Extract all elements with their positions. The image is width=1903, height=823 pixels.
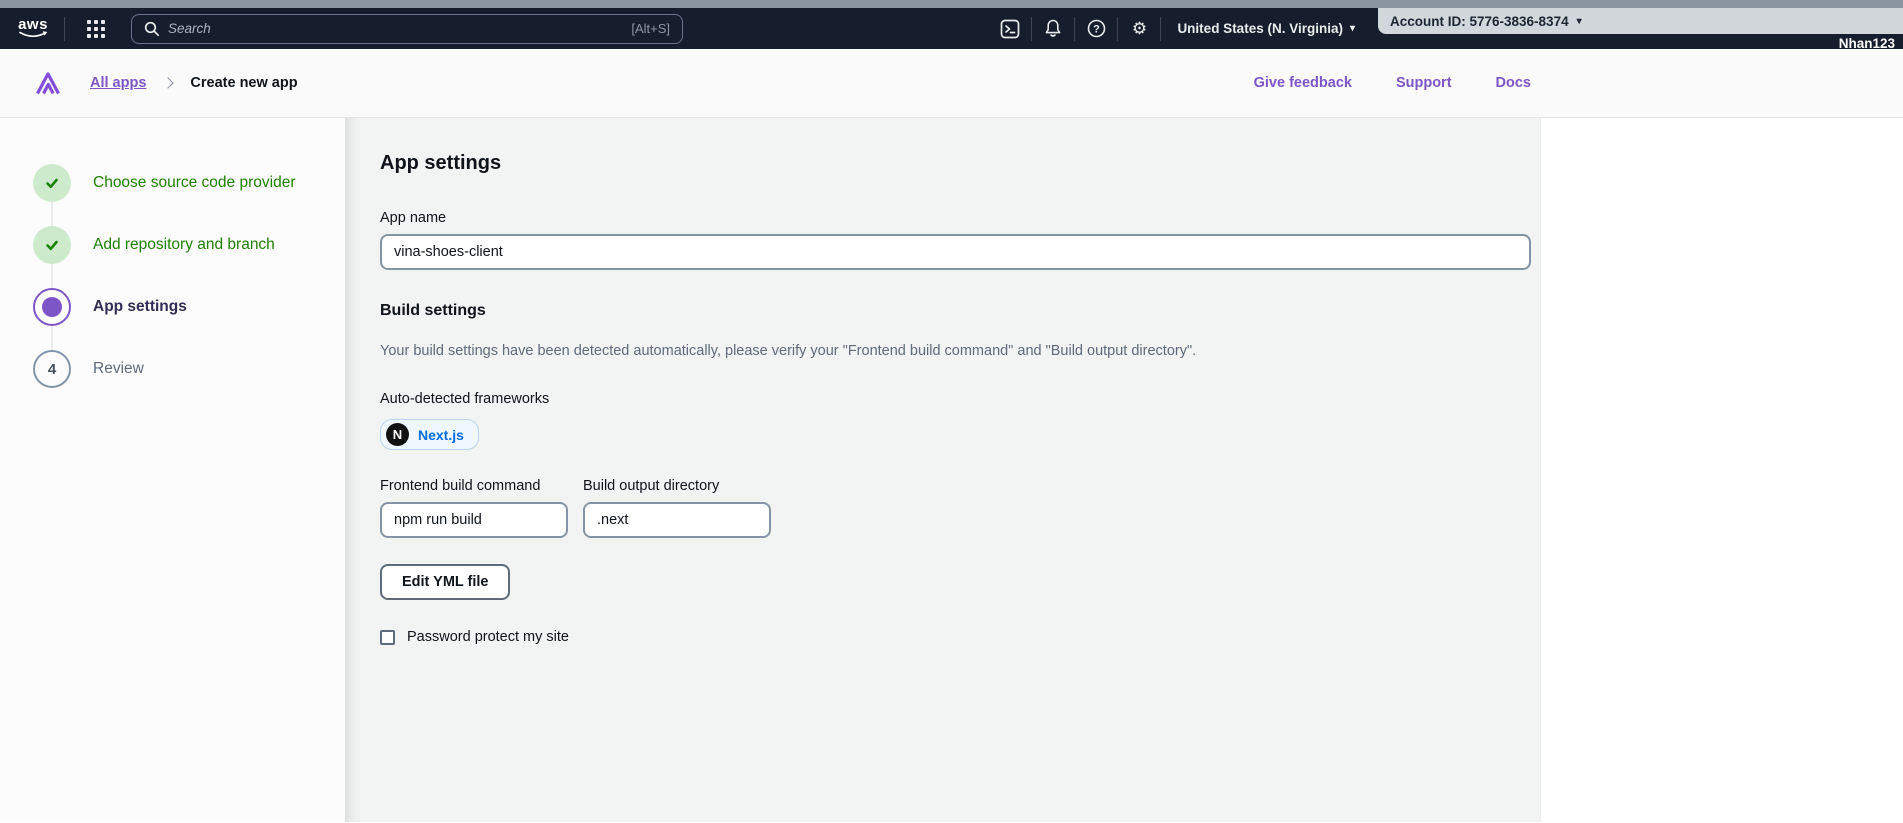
help-icon bbox=[1086, 18, 1107, 39]
step-review[interactable] bbox=[0, 338, 345, 400]
settings-button[interactable] bbox=[1118, 14, 1160, 44]
edit-yml-file-button[interactable]: Edit YML file bbox=[380, 564, 510, 600]
breadcrumb-current-page: Create new app bbox=[190, 75, 298, 91]
amplify-logo[interactable] bbox=[34, 70, 62, 96]
build-settings-description: Your build settings have been detected automatically, please verify your "Frontend build command" and "Build output directory". bbox=[380, 343, 1197, 359]
right-gutter-panel bbox=[1540, 118, 1903, 822]
chevron-down-icon: ▾ bbox=[1349, 23, 1355, 34]
gear-icon: ⚙︎ bbox=[1131, 19, 1148, 38]
icon-separator bbox=[1160, 17, 1161, 41]
step-label: Choose source code provider bbox=[93, 174, 296, 191]
check-icon bbox=[43, 174, 61, 192]
services-grid-icon[interactable] bbox=[81, 14, 111, 44]
search-icon bbox=[144, 21, 160, 37]
password-protect-label: Password protect my site bbox=[407, 629, 569, 645]
frontend-build-command-input[interactable] bbox=[380, 502, 568, 538]
app-name-label: App name bbox=[380, 210, 447, 226]
step-complete-circle bbox=[33, 164, 71, 202]
page-body bbox=[0, 118, 1903, 822]
header-links bbox=[1254, 75, 1531, 91]
help-button[interactable] bbox=[1075, 14, 1117, 44]
page-title: App settings bbox=[380, 152, 502, 174]
step-choose-source-provider[interactable] bbox=[0, 152, 345, 214]
app-settings-panel bbox=[345, 118, 1540, 822]
framework-name: Next.js bbox=[418, 426, 464, 443]
wizard-sidebar bbox=[0, 118, 345, 822]
region-label: United States (N. Virginia) bbox=[1177, 21, 1343, 36]
step-complete-circle bbox=[33, 226, 71, 264]
console-search[interactable] bbox=[131, 14, 683, 44]
support-link[interactable]: Support bbox=[1395, 75, 1452, 91]
account-id-text: Account ID: 5776-3836-8374 bbox=[1390, 13, 1569, 29]
amplify-logo-icon bbox=[34, 70, 62, 96]
notifications-button[interactable] bbox=[1032, 14, 1074, 44]
step-number-circle: 4 bbox=[33, 350, 71, 388]
step-app-settings[interactable] bbox=[0, 276, 345, 338]
account-id-badge[interactable] bbox=[1378, 8, 1903, 34]
step-label: Review bbox=[93, 360, 144, 377]
frontend-build-command-field bbox=[380, 478, 568, 538]
step-add-repository[interactable] bbox=[0, 214, 345, 276]
framework-chip-nextjs[interactable] bbox=[380, 419, 479, 450]
breadcrumb-all-apps-link[interactable]: All apps bbox=[90, 75, 147, 91]
step-active-circle bbox=[33, 288, 71, 326]
svg-text:?: ? bbox=[1093, 23, 1100, 36]
auto-detected-frameworks-label: Auto-detected frameworks bbox=[380, 391, 550, 407]
build-fields-row bbox=[380, 478, 1531, 538]
amplify-header bbox=[0, 49, 1903, 118]
aws-smile-icon bbox=[18, 31, 48, 40]
docs-link[interactable]: Docs bbox=[1495, 75, 1531, 91]
aws-logo[interactable] bbox=[18, 15, 48, 40]
username-label: Nhan123 bbox=[1838, 36, 1895, 51]
password-protect-checkbox[interactable] bbox=[380, 630, 395, 645]
check-icon bbox=[43, 236, 61, 254]
search-input[interactable] bbox=[168, 21, 623, 36]
give-feedback-link[interactable]: Give feedback bbox=[1253, 75, 1352, 91]
bell-icon bbox=[1043, 18, 1063, 39]
console-navbar bbox=[0, 8, 1903, 49]
password-protect-row[interactable] bbox=[380, 629, 1531, 645]
search-shortcut-hint: [Alt+S] bbox=[631, 21, 670, 36]
nextjs-icon: N bbox=[386, 423, 409, 446]
frontend-build-command-label: Frontend build command bbox=[380, 478, 541, 494]
app-name-input[interactable] bbox=[380, 234, 1531, 270]
build-settings-title: Build settings bbox=[380, 302, 486, 319]
breadcrumb-chevron-icon bbox=[163, 77, 174, 88]
navbar-divider bbox=[64, 17, 65, 41]
build-output-directory-input[interactable] bbox=[583, 502, 771, 538]
step-label: App settings bbox=[93, 298, 187, 315]
region-selector[interactable] bbox=[1177, 21, 1355, 36]
navbar-right-group bbox=[989, 14, 1355, 44]
build-output-directory-field bbox=[583, 478, 771, 538]
breadcrumb bbox=[90, 75, 298, 91]
step-label: Add repository and branch bbox=[93, 236, 275, 253]
aws-logo-text: aws bbox=[18, 15, 48, 33]
build-output-directory-label: Build output directory bbox=[583, 478, 720, 494]
chevron-down-icon: ▾ bbox=[1576, 15, 1582, 27]
window-top-strip bbox=[0, 0, 1903, 8]
cloudshell-button[interactable] bbox=[989, 14, 1031, 44]
cloudshell-terminal-icon bbox=[999, 18, 1021, 40]
wizard-steps bbox=[0, 152, 345, 400]
